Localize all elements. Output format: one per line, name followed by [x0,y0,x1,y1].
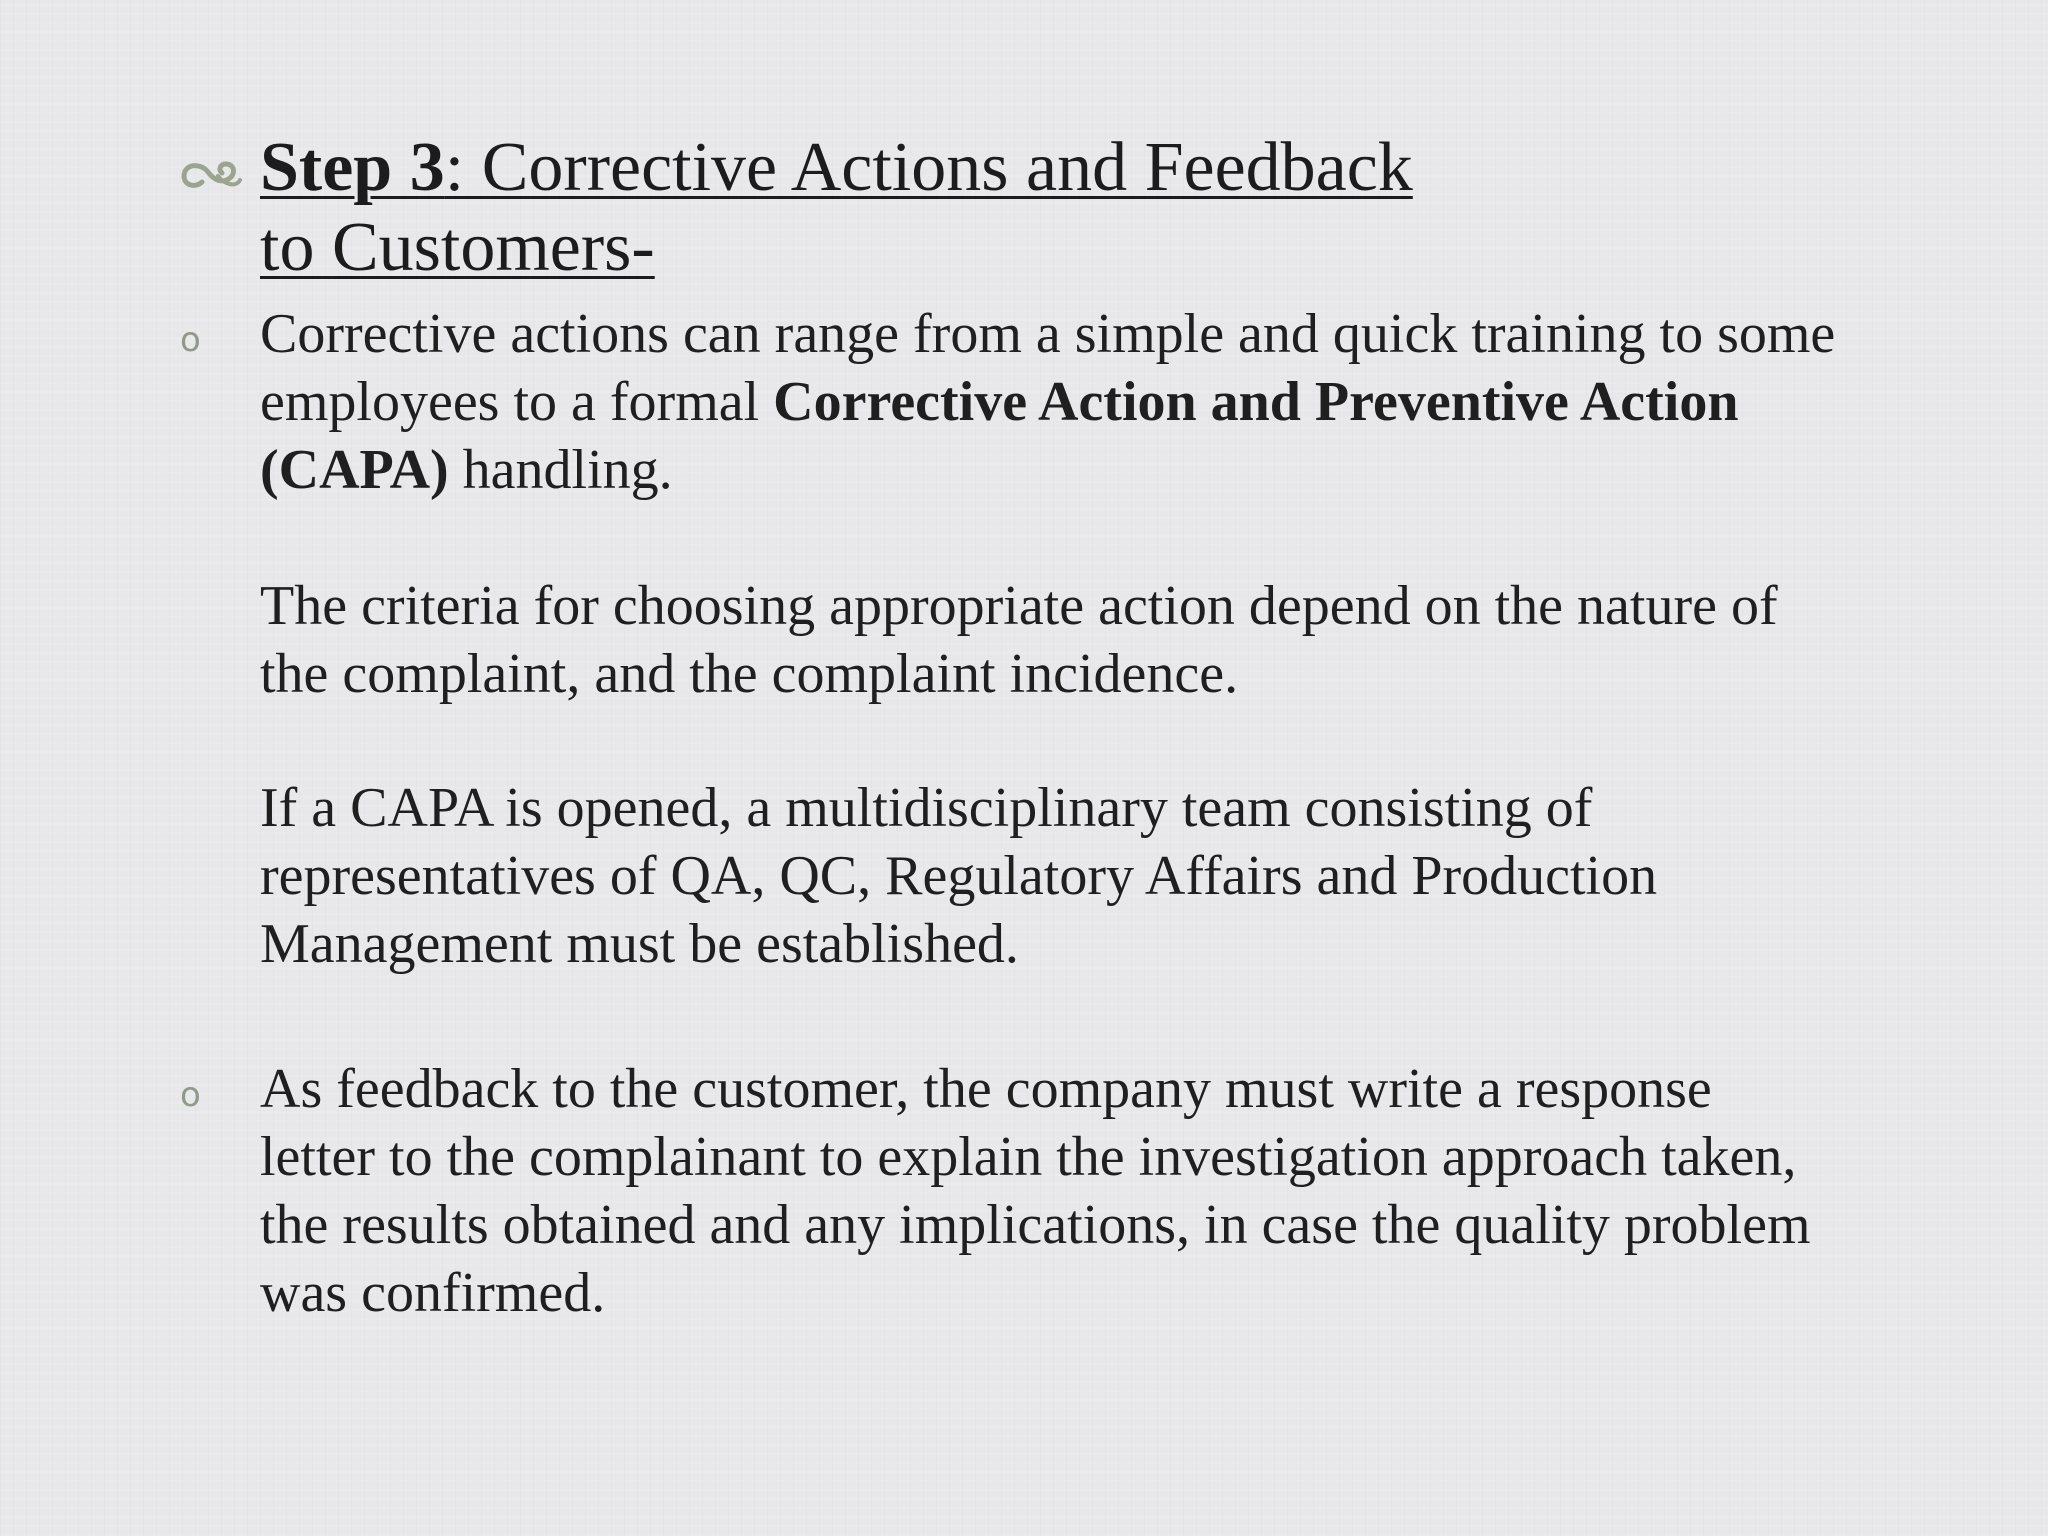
bullet-1-part1: Corrective actions can range from a simple and quick training to some employees to a formal [260,303,1836,433]
capa-team-text: If a CAPA is opened, a multidisciplinary team consisting of representatives of QA, QC, Regulatory Affairs and Production Management must be established. [260,777,1658,975]
bullet-1-part2: handling. [448,439,673,501]
title-line2-to: to [260,209,332,286]
circle-bullet-icon: o [180,1075,201,1115]
title-rest-line1: : Corrective Actions and Feedback [444,129,1413,206]
bullet-1-bold-capa: Corrective Action and Preventive Action (CAPA) [260,371,1739,501]
title-step-label: Step 3 [260,129,445,206]
title-line2-customers: Customers- [331,209,655,286]
page-title [260,128,1760,288]
curl-bullet-icon [178,154,244,194]
bullet-2-text: As feedback to the customer, the company must write a response letter to the complainant to explain the investigation approach taken, the results obtained and any implications, in case the quality problem was confirmed. [260,1058,1811,1324]
criteria-text: The criteria for choosing appropriate action depend on the nature of the complaint, and the complaint incidence. [260,575,1778,705]
circle-bullet-icon: o [180,320,201,360]
bullet-1-text [260,300,1840,504]
